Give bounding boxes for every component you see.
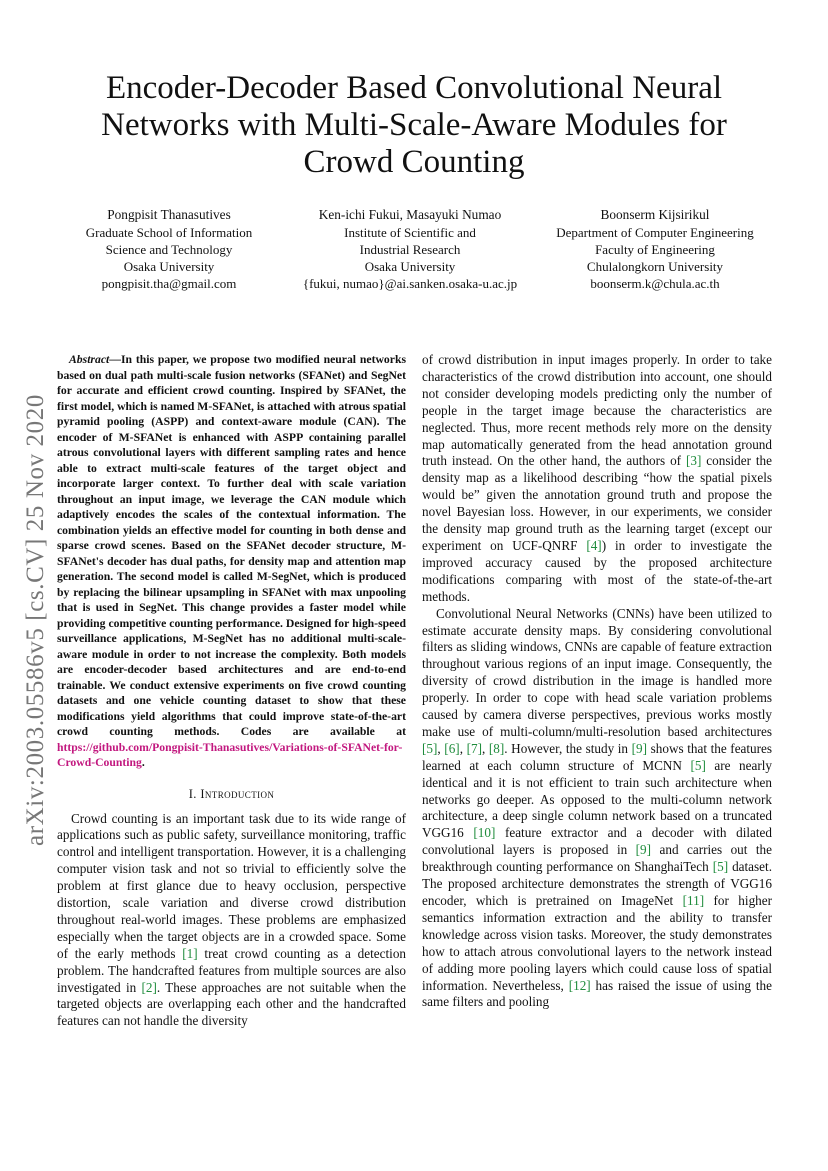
author-2 <box>295 206 525 292</box>
paragraph-text: of crowd distribution in input images properly. In order to take characteristics of the crowd distribution into account, one should not consider developing models predicting only the number of people in the target image because the characteristics are neglected. Thus, more recent methods rely more on the density map automatically generated from the head annotation ground truth instead. On the other hand, the authors of <box>422 352 772 469</box>
paper-title: Encoder-Decoder Based Convolutional Neural Networks with Multi-Scale-Aware Modules for Crowd Counting <box>101 70 727 180</box>
author-affiliation: Osaka University <box>123 259 215 274</box>
citation-link[interactable]: [5] <box>422 740 438 756</box>
paragraph-text: and carries out the breakthrough counting performance on ShanghaiTech <box>422 842 772 875</box>
paragraph-text: . These approaches are not suitable when the targeted objects are overlapping each other and the handcrafted features can not handle the diversity <box>57 979 406 1029</box>
citation-link[interactable]: [2] <box>141 979 157 995</box>
paragraph-text: are nearly identical and it is not efficient to train such architecture when networks go deeper. As opposed to the multi-column network architecture, a deep single column network based on a truncated VGG16 <box>422 757 772 841</box>
citation-link[interactable]: [5] <box>712 859 729 875</box>
author-affiliation: Graduate School of Information <box>85 225 253 240</box>
citation-link[interactable]: [12] <box>568 977 591 993</box>
citation-link[interactable]: [7] <box>466 740 482 756</box>
author-affiliation: Faculty of Engineering <box>595 242 715 257</box>
abstract-text: —In this paper, we propose two modified neural networks based on dual path multi-scale fusion networks (SFANet) and SegNet for accurate and efficient crowd counting. Inspired by SFANet, the first model, which is named M-SFANet, is attached with atrous spatial pyramid pooling (ASPP) and context-aware module (CAN). The encoder of M-SFANet is enhanced with ASPP containing parallel atrous convolutional layers with different sampling rates and hence able to extract multi-scale features of the target object and incorporate larger context. To further deal with scale variation throughout an input image, we leverage the CAN module which adaptively encodes the scales of the contextual information. The combination yields an effective model for counting in both dense and sparse crowd scenes. Based on the SFANet decoder structure, M-SFANet's decoder has dual paths, for density map and attention map generation. The second model is called M-SegNet, which is produced by replacing the bilinear upsampling in SFANet with max unpooling that is used in SegNet. This change provides a faster model while providing competitive counting performance. Designed for high-speed surveillance applications, M-SegNet has no additional multi-scale-aware module in order to not increase the complexity. Both models are encoder-decoder based architectures and are end-to-end trainable. We conduct extensive experiments on five crowd counting datasets and one vehicle counting dataset to show that these modifications yield algorithms that could improve state-of-the-art crowd counting methods. Codes are available at <box>57 353 406 738</box>
abstract <box>57 352 406 771</box>
author-email: {fukui, numao}@ai.sanken.osaka-u.ac.jp <box>302 276 518 291</box>
author-1 <box>58 206 280 292</box>
paragraph-text: , <box>459 740 467 756</box>
paragraph-text: for higher semantics information extraction and the ability to transfer knowledge across vision tasks. Moreover, the study demonstrates how to attach atrous convolutional layers to the network instead of adding more pooling layers which could cause loss of spatial information. Nevertheless, <box>422 893 772 993</box>
paragraph-text: feature extractor and a decoder with dilated convolutional layers is proposed in <box>422 825 772 858</box>
author-name: Ken-ichi Fukui, Masayuki Numao <box>318 207 502 222</box>
section-title: Introduction <box>200 786 275 801</box>
paragraph-text: ) in order to investigate the improved accuracy caused by the proposed architecture modifications comparing with most of the state-of-the-art methods. <box>422 537 772 604</box>
author-affiliation: Department of Computer Engineering <box>556 225 754 240</box>
citation-link[interactable]: [9] <box>631 740 648 756</box>
paragraph-text: dataset. The proposed architecture demonstrates the strength of VGG16 encoder, which is pretrained on ImageNet <box>422 859 772 908</box>
paragraph-text: shows that the features learned at each column structure of MCNN <box>422 740 773 773</box>
abstract-label: Abstract <box>69 353 110 366</box>
intro-paragraph-continued <box>422 352 772 606</box>
paragraph-text: has raised the issue of using the same filters and pooling <box>422 977 772 1010</box>
author-name: Boonserm Kijsirikul <box>600 207 710 222</box>
citation-link[interactable]: [6] <box>444 740 460 756</box>
right-column <box>422 352 772 1011</box>
author-affiliation: Osaka University <box>364 259 456 274</box>
citation-link[interactable]: [5] <box>690 757 706 773</box>
author-affiliation: Industrial Research <box>359 242 461 257</box>
paragraph-text: consider the density map as a likelihood describing “how the spatial pixels would be” given the annotation ground truth and propose the novel Bayesian loss. However, in our experiments, we consider the density map ground truth as the learning target (except our experiment on UCF-QNRF <box>422 453 772 553</box>
citation-link[interactable]: [3] <box>685 453 702 469</box>
section-numeral: I. <box>188 786 197 801</box>
author-email: pongpisit.tha@gmail.com <box>101 276 237 291</box>
author-affiliation: Institute of Scientific and <box>344 225 476 240</box>
section-heading-introduction <box>57 787 406 802</box>
citation-link[interactable]: [11] <box>682 893 705 908</box>
paragraph-text: Crowd counting is an important task due to its wide range of applications such as public safety, surveillance monitoring, traffic control and intelligent transportation. However, it is a challenging computer vision task and not so trivial to efficiently solve the problem at first glance due to heavy occlusion, perspective distortion, scale variation and diverse crowd distribution throughout real-world images. These problems are emphasized especially when the target objects are in a crowded space. Some of the early methods <box>57 810 406 961</box>
author-name: Pongpisit Thanasutives <box>107 207 231 222</box>
intro-paragraph <box>57 811 406 1031</box>
paragraph-text: , <box>437 740 445 756</box>
code-link[interactable]: https://github.com/Pongpisit-Thanasutives/Variations-of-SFANet-for-Crowd-Counting <box>57 740 403 769</box>
author-email: boonserm.k@chula.ac.th <box>590 276 720 291</box>
author-affiliation: Chulalongkorn University <box>586 259 724 274</box>
author-block <box>58 206 770 292</box>
abstract-tail: . <box>141 756 145 769</box>
citation-link[interactable]: [4] <box>586 537 602 553</box>
cnn-paragraph <box>422 606 772 1012</box>
citation-link[interactable]: [9] <box>635 842 652 858</box>
paragraph-text: , <box>481 740 489 756</box>
citation-link[interactable]: [8] <box>488 740 505 756</box>
citation-link[interactable]: [10] <box>473 825 496 841</box>
paragraph-text: Convolutional Neural Networks (CNNs) have been utilized to estimate accurate density maps. By considering convolutional filters as sliding windows, CNNs are capable of feature extraction throughout various regions of an input image. Consequently, the diversity of crowd distribution in the image is handled more properly. In order to cope with head scale variation problems caused by camera diverse perspectives, previous works mostly make use of multi-column/multi-resolution based architectures <box>422 605 772 739</box>
paragraph-text: treat crowd counting as a detection problem. The handcrafted features from multiple sources are also investigated in <box>57 945 407 995</box>
arxiv-watermark: arXiv:2003.05586v5 [cs.CV] 25 Nov 2020 <box>22 394 49 846</box>
author-affiliation: Science and Technology <box>105 242 233 257</box>
author-3 <box>540 206 770 292</box>
left-column <box>57 352 406 1030</box>
citation-link[interactable]: [1] <box>182 945 198 961</box>
paragraph-text: . However, the study in <box>504 740 632 756</box>
